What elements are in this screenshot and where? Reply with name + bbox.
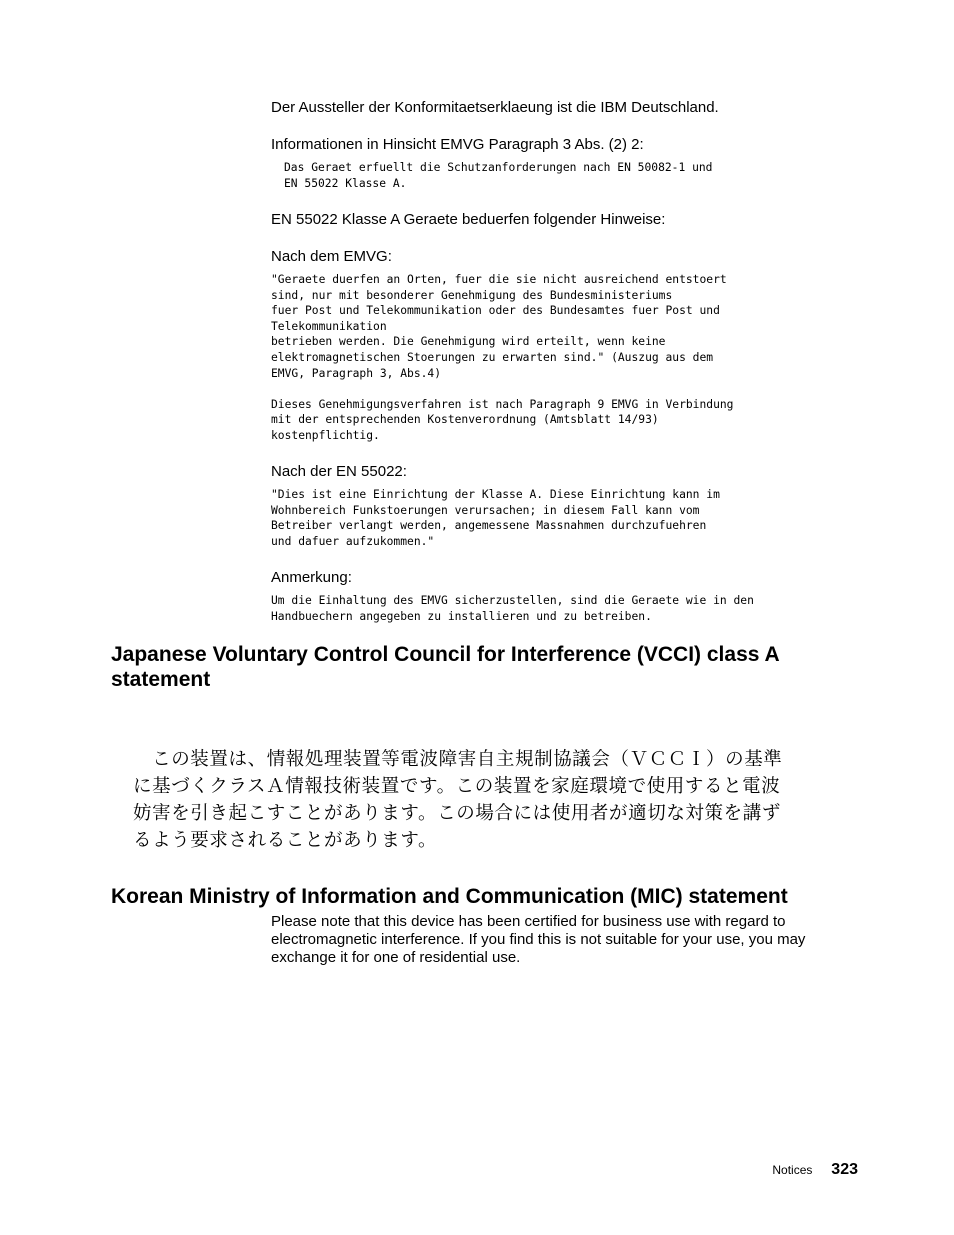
vcci-japanese-statement: この装置は、情報処理装置等電波障害自主規制協議会（ＶＣＣＩ）の基準 に基づくクラスＡ情報技術装置です。この装置を家庭環境で使用すると電波 妨害を引き起こすことがあります。この場合には使用者が適切な対策を講ず るよう要求されることがあります。 bbox=[133, 749, 783, 851]
emvg-quote: "Geraete duerfen an Orten, fuer die sie nicht ausreichend entstoert sind, nur mit besonderer Genehmigung des Bundesministeriums fuer Post und Telekommunikation oder des Bundesamtes fuer Post und Telekommunikation betrieben werden. Die Genehmigung wird erteilt, wenn keine elektromagnetischen Stoerungen zu erwarten sind." (Auszug aus dem EMVG, Paragraph 3, Abs.4) Dieses Genehmigungsverfahren ist nach Paragraph 9 EMVG in Verbindung mit der entsprechenden Kostenverordnung (Amtsblatt 14/93) kostenpflichtig. bbox=[271, 273, 734, 442]
page-number: 323 bbox=[831, 1161, 858, 1178]
class-a-notes-heading: EN 55022 Klasse A Geraete beduerfen folgender Hinweise: bbox=[271, 211, 666, 228]
emvg-heading: Nach dem EMVG: bbox=[271, 248, 392, 265]
mic-heading: Korean Ministry of Information and Communication (MIC) statement bbox=[111, 885, 788, 908]
en55022-quote: "Dies ist eine Einrichtung der Klasse A. Diese Einrichtung kann im Wohnbereich Funkstoerungen verursachen; in diesem Fall kann vom Betreiber verlangt werden, angemessene Massnahmen durchzufuehren und dafuer aufzukommen." bbox=[271, 488, 720, 548]
vcci-heading: Japanese Voluntary Control Council for Interference (VCCI) class A statement bbox=[111, 643, 779, 691]
page-footer bbox=[772, 1161, 858, 1179]
note-text: Um die Einhaltung des EMVG sicherzustellen, sind die Geraete wie in den Handbuechern angegeben zu installieren und zu betreiben. bbox=[271, 594, 754, 623]
mic-statement: Please note that this device has been certified for business use with regard to electromagnetic interference. If you find this is not suitable for your use, you may exchange it for one of residential use. bbox=[271, 913, 806, 966]
en55022-heading: Nach der EN 55022: bbox=[271, 463, 407, 480]
emvg-info-text: Das Geraet erfuellt die Schutzanforderungen nach EN 50082-1 und EN 55022 Klasse A. bbox=[284, 161, 713, 190]
footer-section-label: Notices bbox=[772, 1163, 813, 1177]
issuer-statement: Der Aussteller der Konformitaetserklaeung ist die IBM Deutschland. bbox=[271, 99, 719, 116]
note-heading: Anmerkung: bbox=[271, 569, 352, 586]
emvg-info-heading: Informationen in Hinsicht EMVG Paragraph 3 Abs. (2) 2: bbox=[271, 136, 644, 153]
